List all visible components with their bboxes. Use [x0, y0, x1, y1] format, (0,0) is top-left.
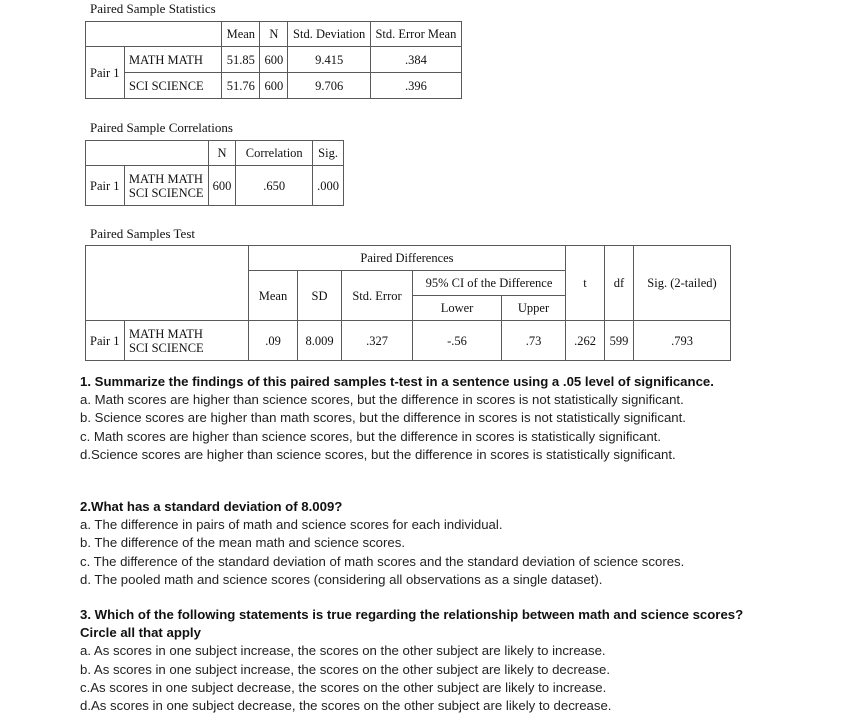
question-3-title: 3. Which of the following statements is true regarding the relationship between math and science scores? — [80, 607, 744, 622]
header-mean: Mean — [249, 271, 298, 321]
question-3-subtitle: Circle all that apply — [80, 625, 201, 641]
empty-header-cell — [86, 22, 222, 47]
header-n: N — [208, 141, 236, 166]
question-2-option-c: c. The difference of the standard deviation of math scores and the standard deviation of science scores. — [80, 553, 685, 569]
test-caption: Paired Samples Test — [90, 226, 196, 241]
question-2-option-d: d. The pooled math and science scores (considering all observations as a single dataset). — [80, 571, 603, 587]
pair-label: Pair 1 — [86, 47, 125, 99]
upper-value: .73 — [502, 321, 566, 361]
std-deviation-value: 9.415 — [288, 47, 370, 73]
std-error-mean-value: .396 — [370, 73, 461, 99]
question-1-option-d: d.Science scores are higher than science scores, but the difference in scores is statistically significant. — [80, 446, 676, 462]
question-1-option-c: c. Math scores are higher than science scores, but the difference in scores is statistically significant. — [80, 428, 662, 444]
table-row — [86, 166, 344, 206]
header-n: N — [260, 22, 288, 47]
question-3-option-b: b. As scores in one subject increase, the scores on the other subject are likely to decrease. — [80, 661, 610, 677]
mean-value: 51.76 — [222, 73, 260, 99]
empty-header-cell — [86, 141, 209, 166]
question-2-option-b: b. The difference of the mean math and science scores. — [80, 535, 405, 551]
header-upper: Upper — [502, 296, 566, 321]
std-error-value: .327 — [342, 321, 413, 361]
table-row — [86, 73, 462, 99]
question-1 — [80, 373, 714, 464]
t-value: .262 — [566, 321, 605, 361]
n-value: 600 — [260, 47, 288, 73]
variable-name: MATH MATH — [125, 47, 222, 73]
table-row — [86, 47, 462, 73]
pair-label: Pair 1 — [86, 321, 125, 361]
variable-name: SCI SCIENCE — [125, 73, 222, 99]
header-df: df — [605, 246, 634, 321]
sig-value: .793 — [634, 321, 731, 361]
std-deviation-value: 9.706 — [288, 73, 370, 99]
sig-value: .000 — [313, 166, 344, 206]
df-value: 599 — [605, 321, 634, 361]
header-sig: Sig. — [313, 141, 344, 166]
header-paired-differences: Paired Differences — [249, 246, 566, 271]
header-std-deviation: Std. Deviation — [288, 22, 370, 47]
paired-sample-statistics-table — [85, 21, 462, 99]
question-3-option-c: c.As scores in one subject decrease, the scores on the other subject are likely to increase. — [80, 679, 607, 695]
n-value: 600 — [260, 73, 288, 99]
table-row — [86, 321, 731, 361]
header-sd: SD — [298, 271, 342, 321]
variable-names — [125, 321, 249, 361]
question-3 — [80, 606, 743, 715]
header-std-error-mean: Std. Error Mean — [370, 22, 461, 47]
paired-sample-correlations-table — [85, 140, 344, 206]
variable-1: MATH MATH — [129, 326, 203, 341]
variable-2: SCI SCIENCE — [128, 185, 204, 200]
variable-2: SCI SCIENCE — [129, 340, 204, 355]
header-t: t — [566, 246, 605, 321]
correlation-value: .650 — [236, 166, 313, 206]
header-std-error: Std. Error — [342, 271, 413, 321]
std-error-mean-value: .384 — [370, 47, 461, 73]
question-2 — [80, 498, 684, 589]
question-3-option-d: d.As scores in one subject decrease, the scores on the other subject are likely to decrease. — [80, 698, 612, 714]
question-1-option-a: a. Math scores are higher than science scores, but the difference in scores is not statistically significant. — [80, 392, 684, 408]
mean-value: .09 — [249, 321, 298, 361]
header-correlation: Correlation — [236, 141, 313, 166]
question-2-title: 2.What has a standard deviation of 8.009? — [80, 499, 343, 514]
stats-caption: Paired Sample Statistics — [90, 1, 216, 16]
header-95-ci: 95% CI of the Difference — [413, 271, 566, 296]
paired-samples-test-table — [85, 245, 731, 361]
corr-caption: Paired Sample Correlations — [90, 120, 233, 135]
question-1-option-b: b. Science scores are higher than math scores, but the difference in scores is not statistically significant. — [80, 410, 686, 426]
header-lower: Lower — [413, 296, 502, 321]
header-sig-2-tailed: Sig. (2-tailed) — [634, 246, 731, 321]
question-3-option-a: a. As scores in one subject increase, the scores on the other subject are likely to increase. — [80, 643, 606, 659]
question-2-option-a: a. The difference in pairs of math and science scores for each individual. — [80, 517, 503, 533]
pair-label: Pair 1 — [86, 166, 125, 206]
header-mean: Mean — [222, 22, 260, 47]
lower-value: -.56 — [413, 321, 502, 361]
variable-1: MATH MATH — [128, 171, 203, 186]
n-value: 600 — [208, 166, 236, 206]
sd-value: 8.009 — [298, 321, 342, 361]
question-1-title: 1. Summarize the findings of this paired samples t-test in a sentence using a .05 level of significance. — [80, 374, 714, 389]
mean-value: 51.85 — [222, 47, 260, 73]
variable-names — [124, 166, 208, 206]
empty-header-cell — [86, 246, 249, 321]
